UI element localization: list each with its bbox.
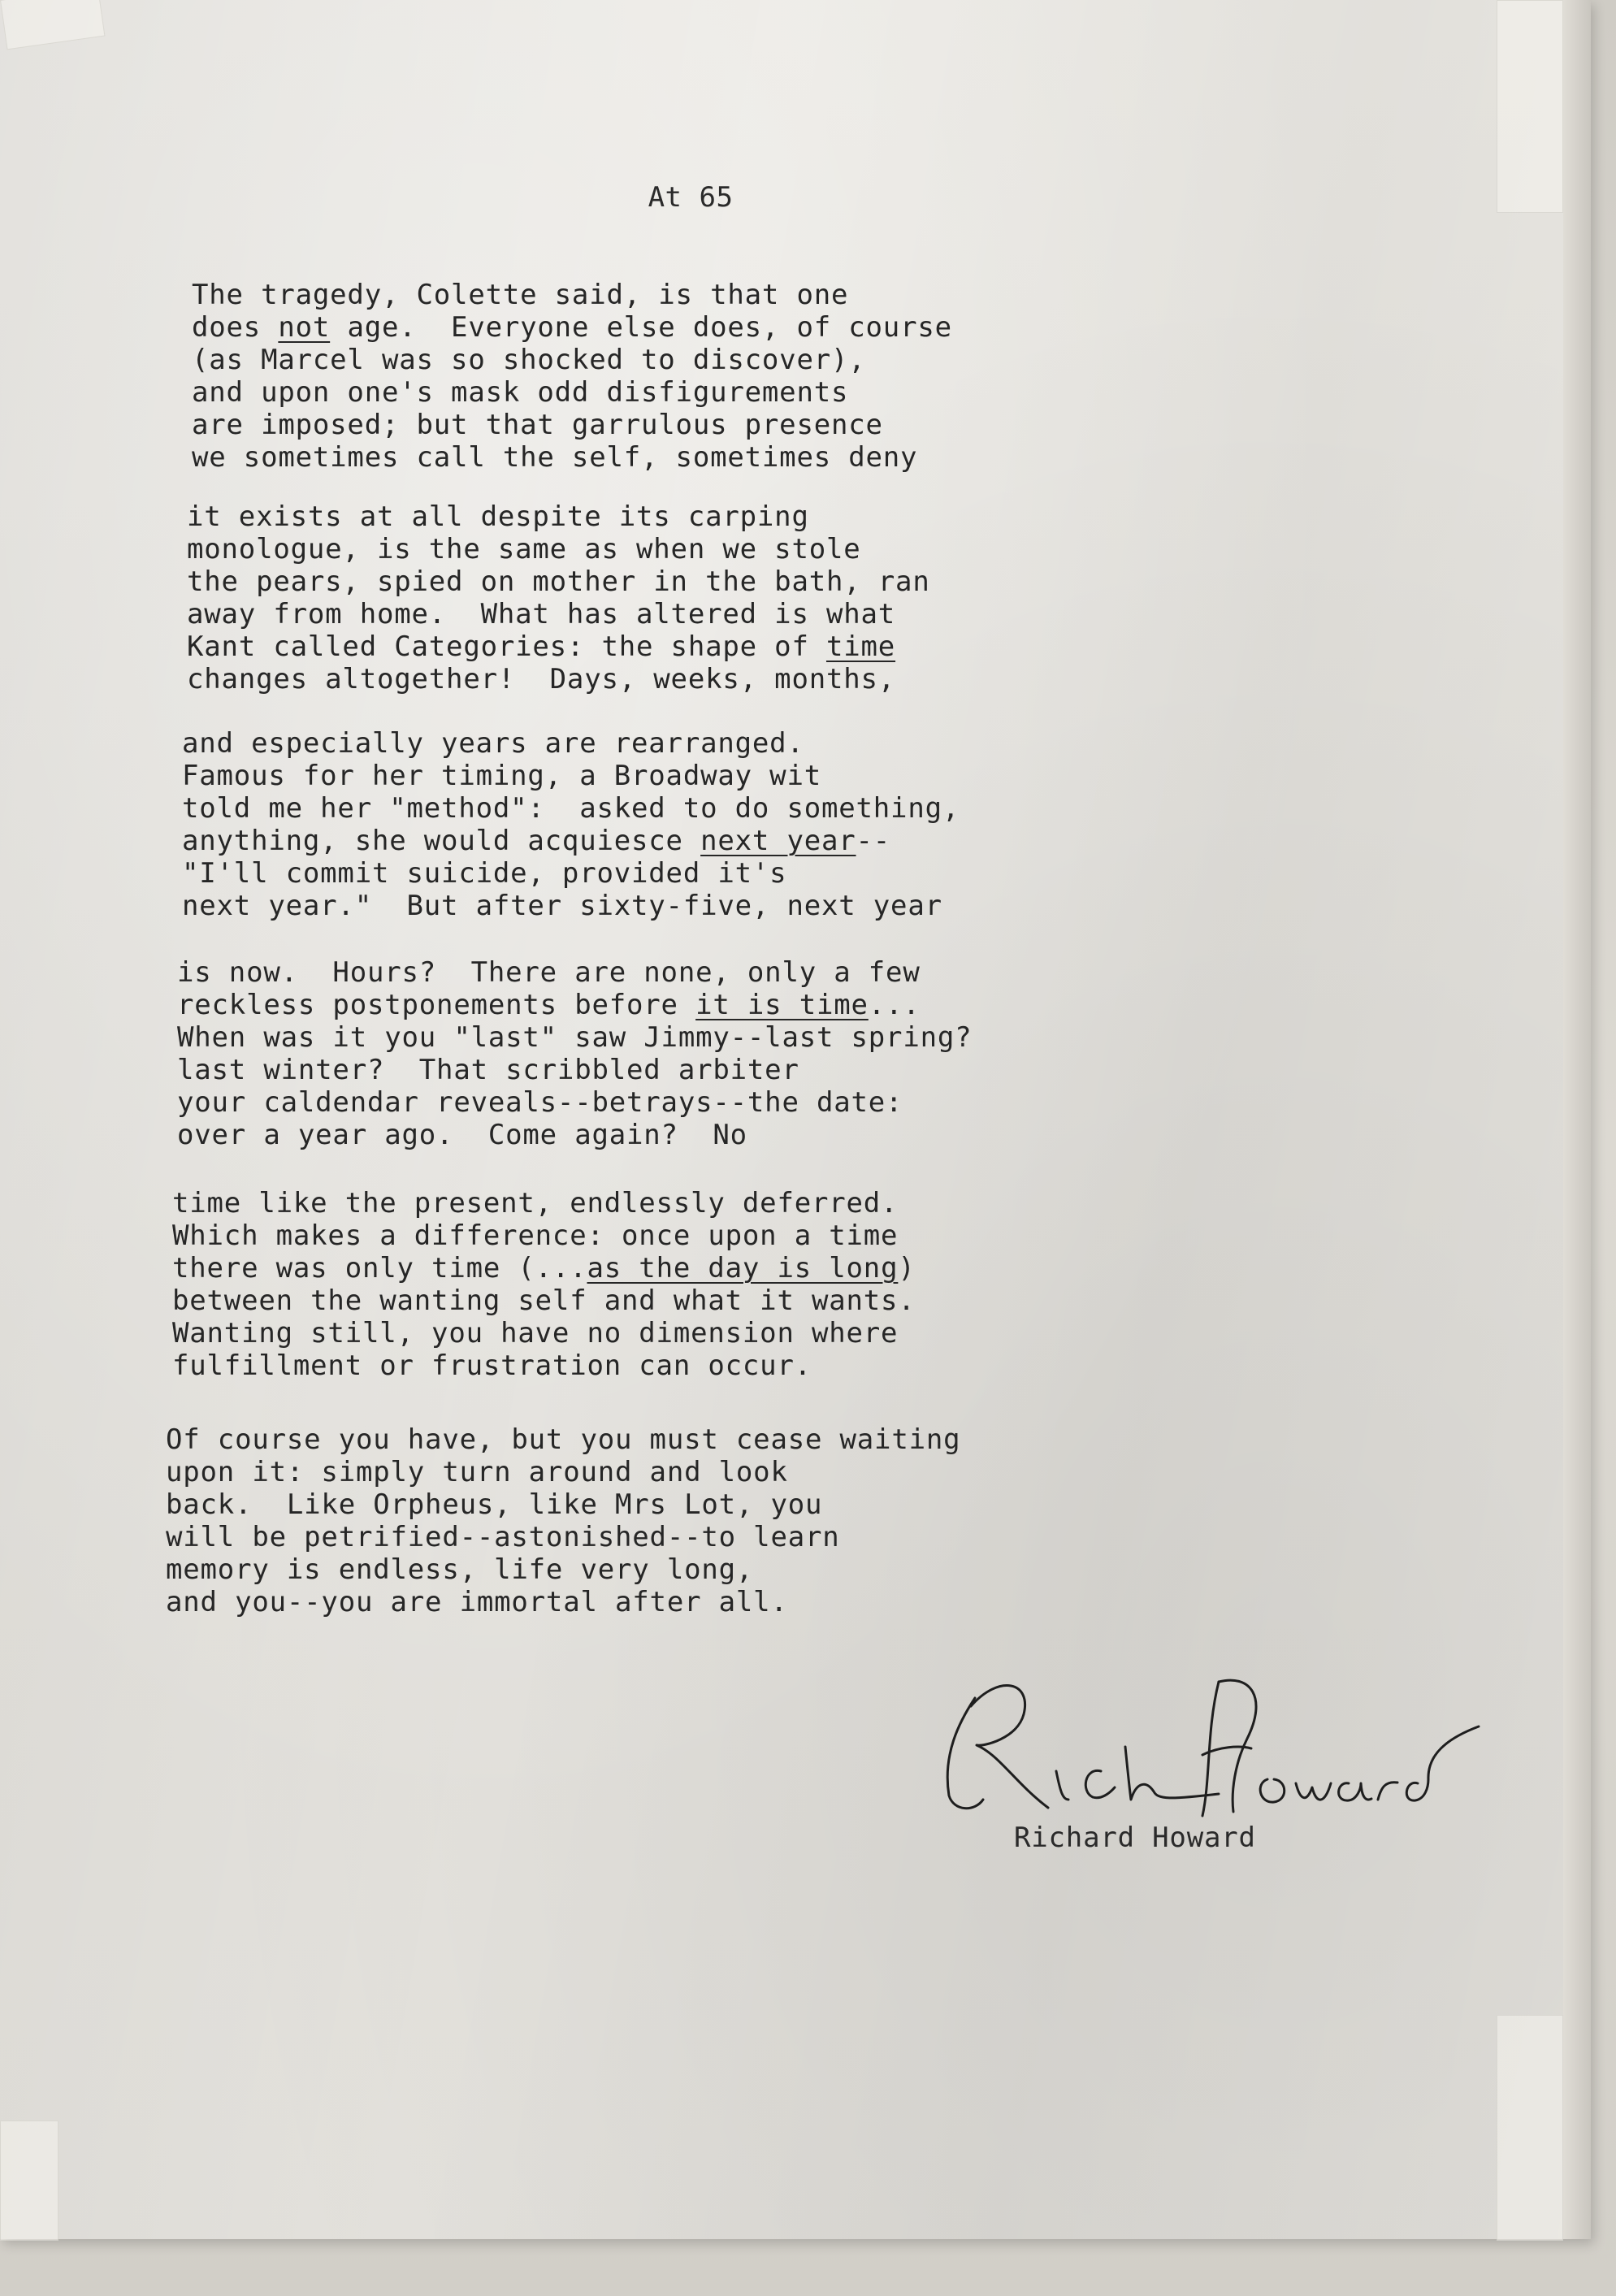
poem-line: does not age. Everyone else does, of course <box>192 311 952 344</box>
poem-line: (as Marcel was so shocked to discover), <box>192 344 866 376</box>
stanza-3 <box>182 727 960 922</box>
poem-line: is now. Hours? There are none, only a few <box>177 956 921 989</box>
stanza-6 <box>166 1423 960 1618</box>
tape-top-left <box>0 0 105 50</box>
poem-line: monologue, is the same as when we stole <box>187 533 861 565</box>
poem-line: last winter? That scribbled arbiter <box>177 1054 799 1086</box>
poem-line: will be petrified--astonished--to learn <box>166 1521 840 1553</box>
poem-line: next year." But after sixty-five, next year <box>182 890 942 922</box>
stanza-1 <box>192 279 952 474</box>
poem-line: fulfillment or frustration can occur. <box>172 1349 812 1382</box>
poem-line: anything, she would acquiesce next year-- <box>182 825 891 857</box>
poem-line: "I'll commit suicide, provided it's <box>182 857 787 890</box>
poem-line: time like the present, endlessly deferred. <box>172 1187 899 1219</box>
poem-title: At 65 <box>648 181 734 214</box>
poem-line: your caldendar reveals--betrays--the date: <box>177 1086 903 1119</box>
poem-line: told me her "method": asked to do something, <box>182 792 960 825</box>
poem-line: memory is endless, life very long, <box>166 1553 754 1586</box>
stanza-5 <box>172 1187 916 1382</box>
poem-line: and you--you are immortal after all. <box>166 1586 788 1618</box>
poem-line: over a year ago. Come again? No <box>177 1119 747 1151</box>
stanza-2 <box>187 500 930 695</box>
handwritten-signature <box>926 1649 1495 1828</box>
poem-line: Famous for her timing, a Broadway wit <box>182 760 821 792</box>
tape-top-right <box>1497 0 1563 213</box>
page-edge <box>1563 0 1591 2239</box>
poem-line: away from home. What has altered is what <box>187 598 896 630</box>
poem-line: Which makes a difference: once upon a time <box>172 1219 899 1252</box>
poem-line: reckless postponements before it is time... <box>177 989 921 1021</box>
poem-line: are imposed; but that garrulous presence <box>192 409 883 441</box>
tape-bottom-right <box>1497 2015 1563 2241</box>
poem-line: Of course you have, but you must cease waiting <box>166 1423 961 1456</box>
poem-line: upon it: simply turn around and look <box>166 1456 788 1488</box>
poem-line: the pears, spied on mother in the bath, ran <box>187 565 930 598</box>
poem-line: we sometimes call the self, sometimes deny <box>192 441 918 474</box>
poem-line: back. Like Orpheus, like Mrs Lot, you <box>166 1488 823 1521</box>
typed-signature: Richard Howard <box>1014 1822 1256 1854</box>
stanza-4 <box>177 956 972 1151</box>
poem-line: it exists at all despite its carping <box>187 500 809 533</box>
poem-line: there was only time (...as the day is long) <box>172 1252 916 1284</box>
poem-line: Wanting still, you have no dimension where <box>172 1317 899 1349</box>
poem-line: Kant called Categories: the shape of time <box>187 630 896 663</box>
poem-line: between the wanting self and what it wants. <box>172 1284 916 1317</box>
poem-line: When was it you "last" saw Jimmy--last spring? <box>177 1021 973 1054</box>
poem-line: changes altogether! Days, weeks, months, <box>187 663 896 695</box>
poem-line: and especially years are rearranged. <box>182 727 804 760</box>
poem-line: The tragedy, Colette said, is that one <box>192 279 849 311</box>
poem-line: and upon one's mask odd disfigurements <box>192 376 849 409</box>
tape-bottom-left <box>0 2121 58 2241</box>
